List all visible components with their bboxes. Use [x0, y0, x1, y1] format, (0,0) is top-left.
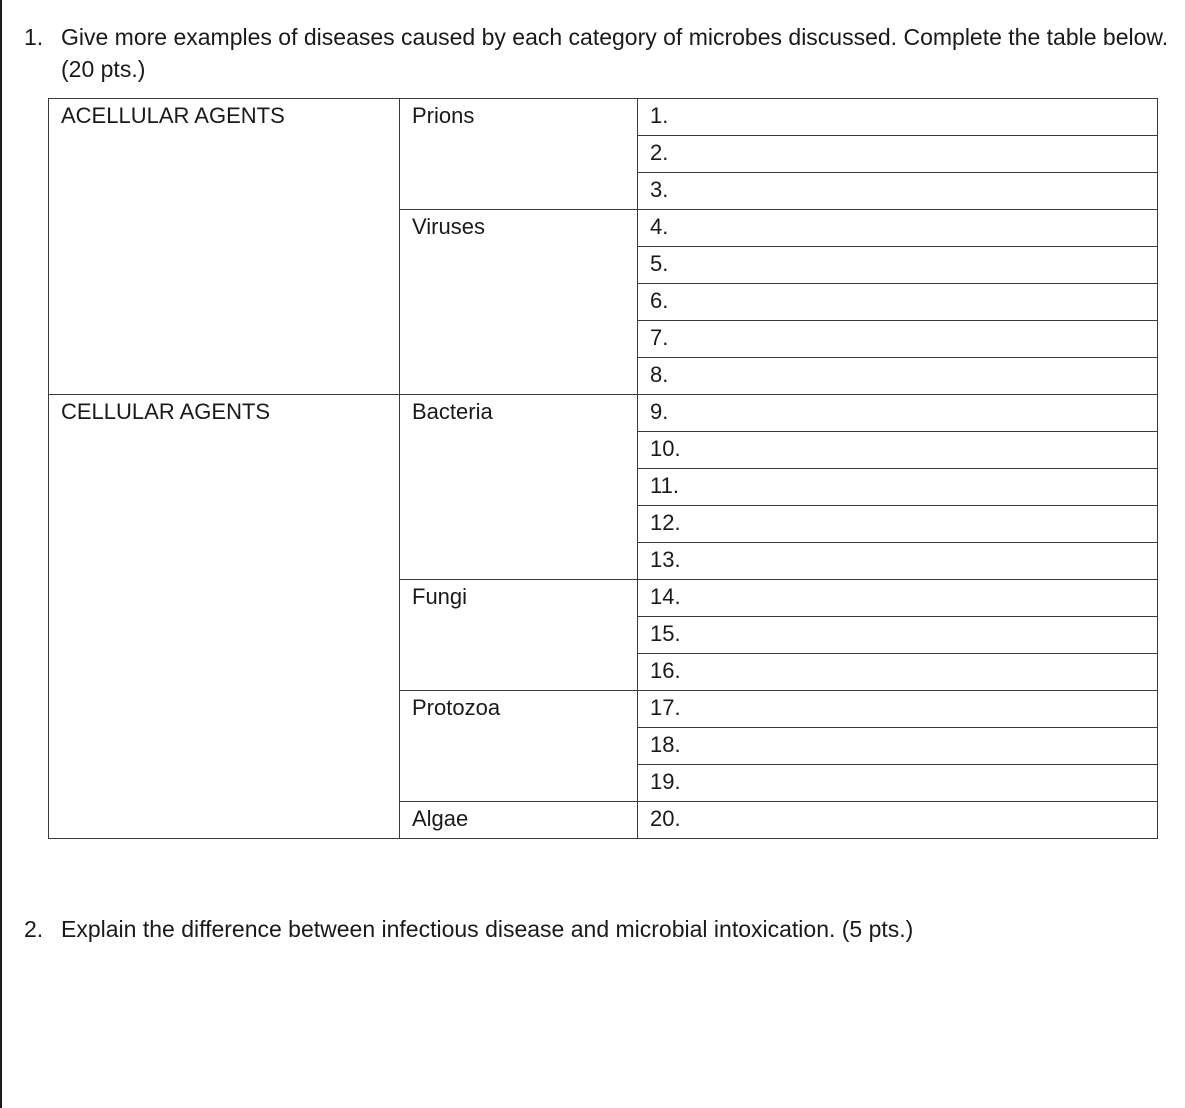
- example-number-cell[interactable]: 14.: [638, 580, 1158, 617]
- example-number-cell[interactable]: 8.: [638, 358, 1158, 395]
- question-2-text: Explain the difference between infectious disease and microbial intoxication. (5 pts.): [61, 916, 914, 942]
- table-row: [49, 395, 1158, 432]
- microbe-category-cell: Prions: [400, 99, 638, 210]
- microbe-category-cell: Fungi: [400, 580, 638, 691]
- example-number-cell[interactable]: 17.: [638, 691, 1158, 728]
- example-number-cell[interactable]: 15.: [638, 617, 1158, 654]
- example-number-cell[interactable]: 20.: [638, 802, 1158, 839]
- example-number-cell[interactable]: 10.: [638, 432, 1158, 469]
- example-number-cell[interactable]: 7.: [638, 321, 1158, 358]
- example-number-cell[interactable]: 11.: [638, 469, 1158, 506]
- agent-type-cell: CELLULAR AGENTS: [49, 395, 400, 839]
- microbe-category-cell: Protozoa: [400, 691, 638, 802]
- table-row: [49, 99, 1158, 136]
- question-1-text: Give more examples of diseases caused by each category of microbes discussed. Complete the table below. (20 pts.): [61, 24, 1169, 82]
- example-number-cell[interactable]: 9.: [638, 395, 1158, 432]
- example-number-cell[interactable]: 5.: [638, 247, 1158, 284]
- example-number-cell[interactable]: 3.: [638, 173, 1158, 210]
- microbe-category-cell: Bacteria: [400, 395, 638, 580]
- page-left-edge: [0, 0, 2, 1108]
- example-number-cell[interactable]: 13.: [638, 543, 1158, 580]
- example-number-cell[interactable]: 6.: [638, 284, 1158, 321]
- example-number-cell[interactable]: 16.: [638, 654, 1158, 691]
- table-body: [49, 99, 1158, 839]
- example-number-cell[interactable]: 1.: [638, 99, 1158, 136]
- example-number-cell[interactable]: 19.: [638, 765, 1158, 802]
- question-1-number: 1.: [24, 24, 44, 50]
- microbe-category-cell: Algae: [400, 802, 638, 839]
- example-number-cell[interactable]: 18.: [638, 728, 1158, 765]
- example-number-cell[interactable]: 2.: [638, 136, 1158, 173]
- example-number-cell[interactable]: 4.: [638, 210, 1158, 247]
- agent-type-cell: ACELLULAR AGENTS: [49, 99, 400, 395]
- microbe-category-cell: Viruses: [400, 210, 638, 395]
- example-number-cell[interactable]: 12.: [638, 506, 1158, 543]
- disease-examples-table: [48, 98, 1158, 839]
- question-2-number: 2.: [24, 916, 44, 942]
